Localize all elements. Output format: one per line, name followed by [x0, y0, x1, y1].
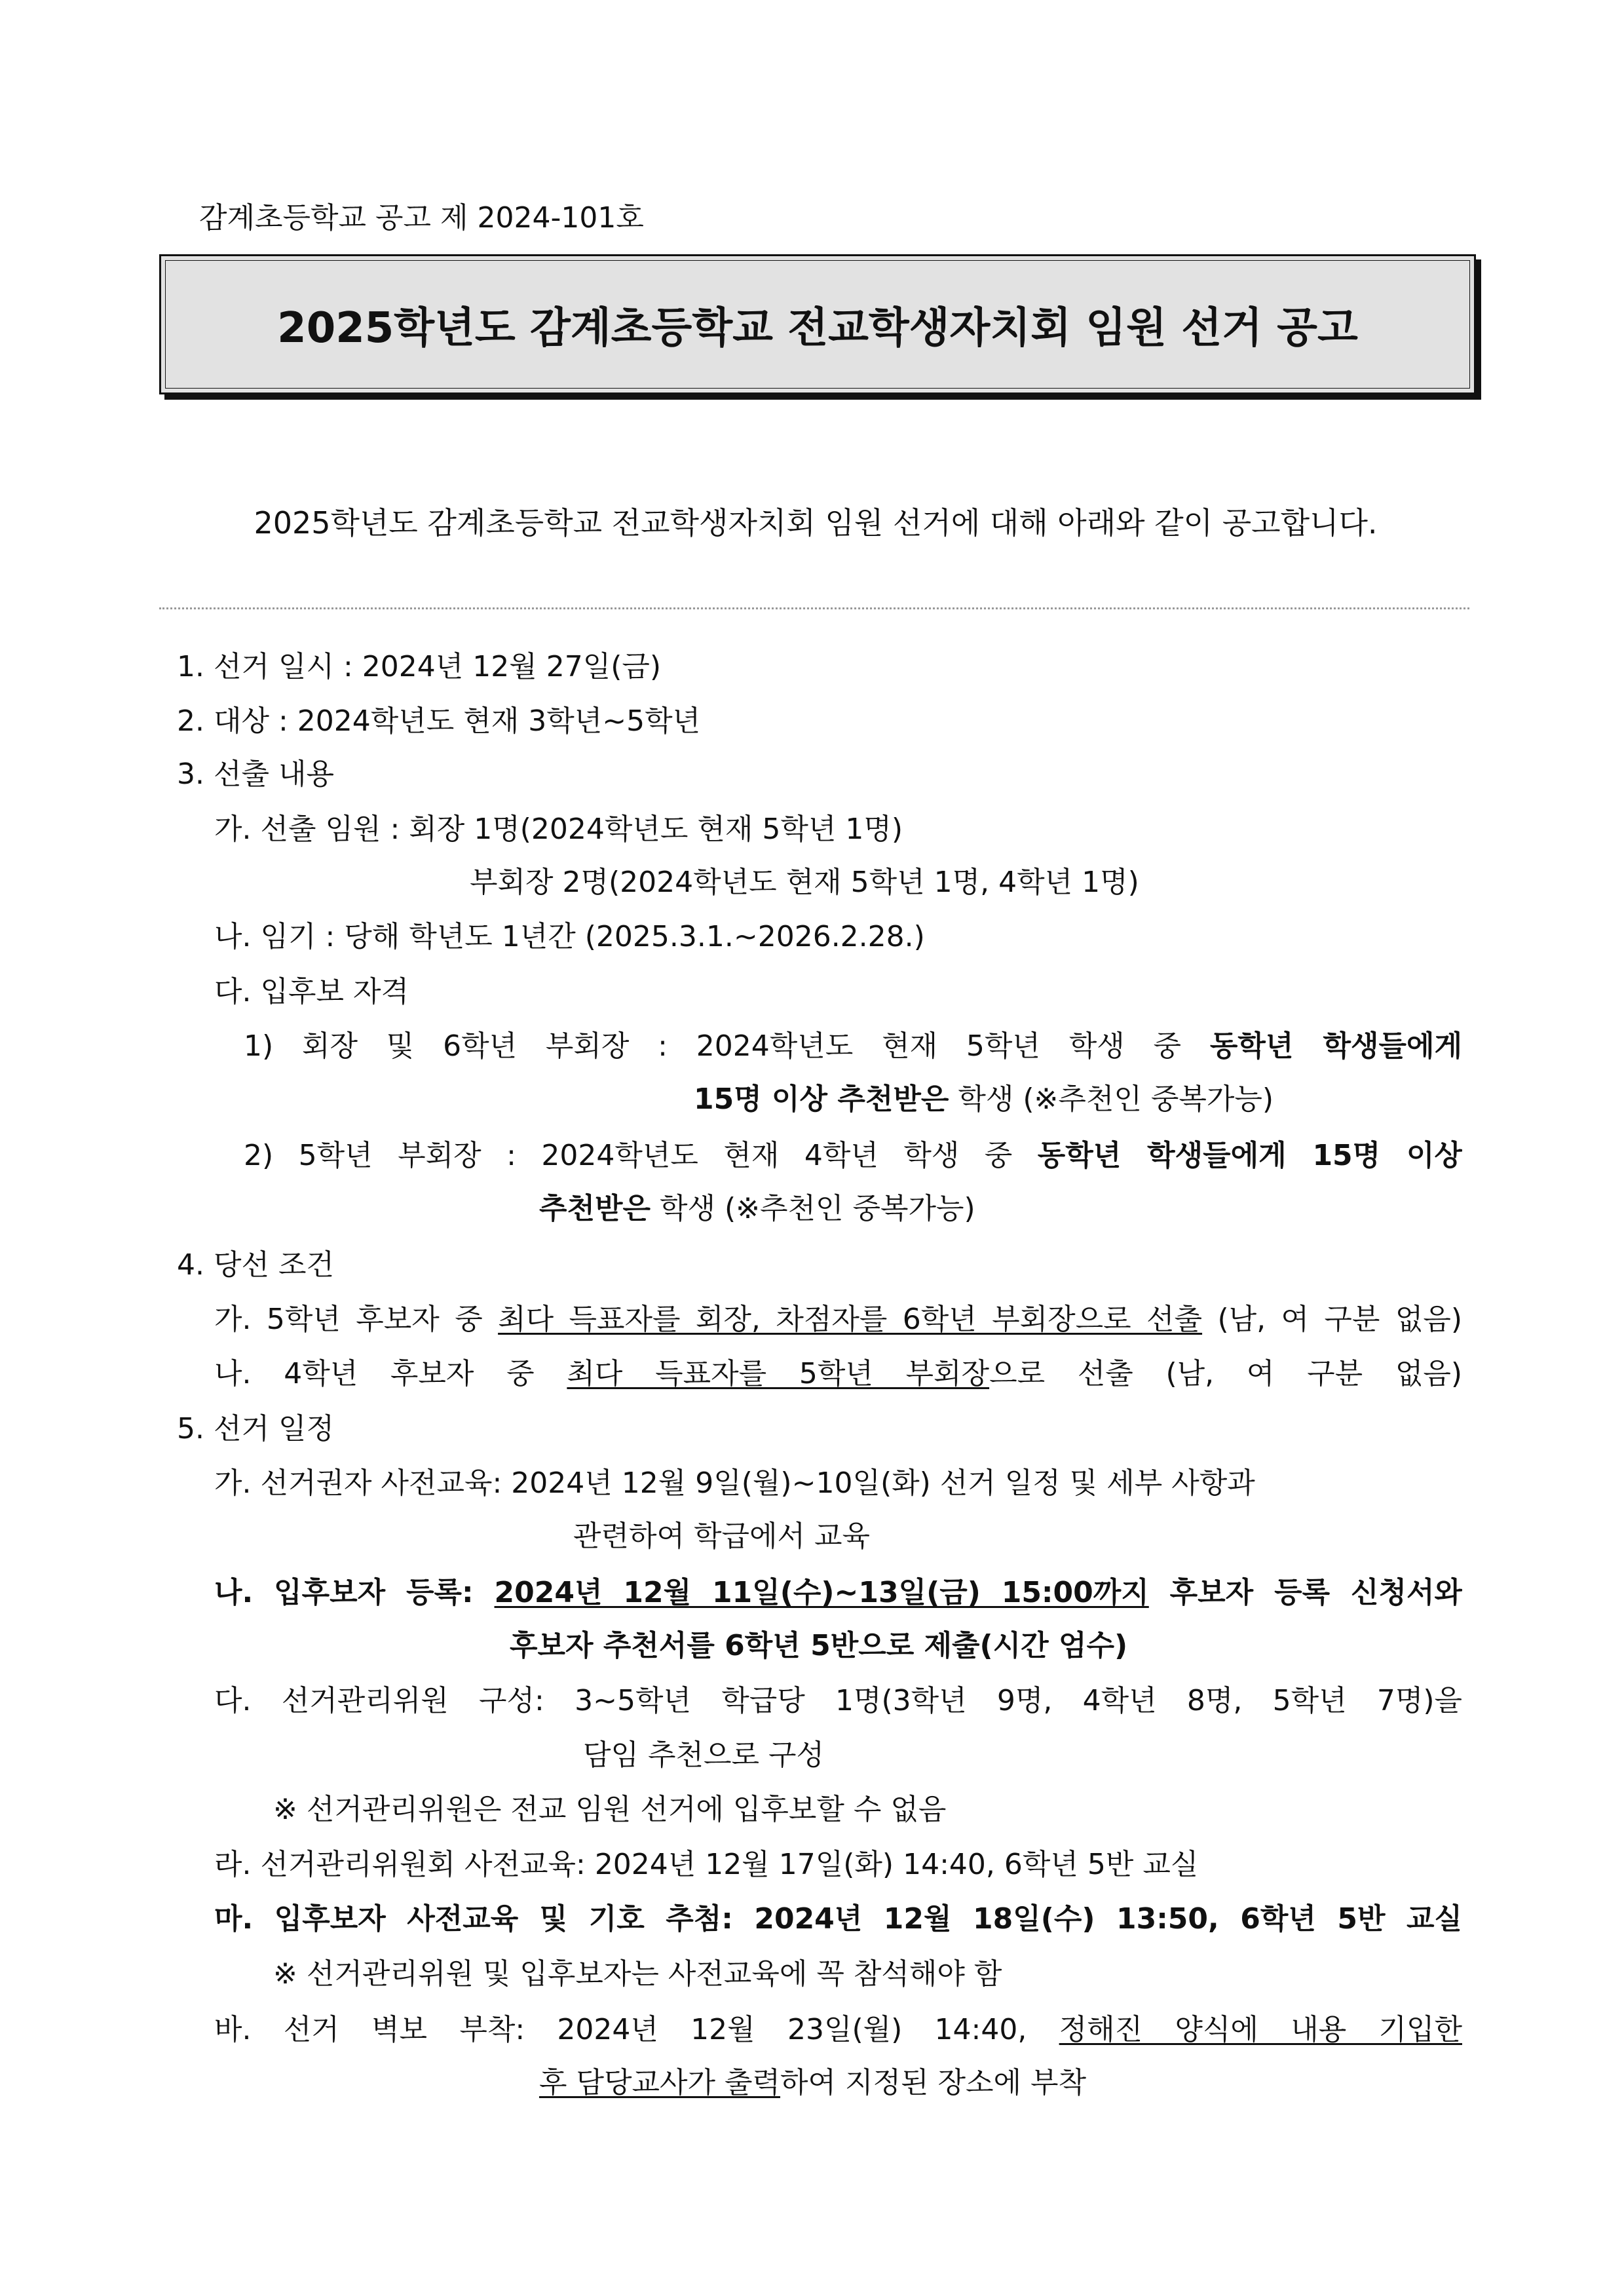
bold-text: 동학년 학생들에게 — [1209, 1029, 1462, 1063]
line-text: 가. 5학년 후보자 중 — [214, 1303, 499, 1336]
line-text: 바. 선거 벽보 부착: 2024년 12월 23일(월) 14:40, — [214, 2013, 1059, 2046]
body-line — [177, 757, 334, 792]
body-line — [214, 1466, 1255, 1501]
body-line — [273, 1792, 946, 1827]
body-line — [214, 1847, 1198, 1883]
line-text: 나. 임기 : 당해 학년도 1년간 (2025.3.1.~2026.2.28.) — [214, 920, 925, 953]
intro-text: 2025학년도 감계초등학교 전교학생자치회 임원 선거에 대해 아래와 같이 공고합니다. — [254, 505, 1378, 541]
notice-number: 감계초등학교 공고 제 2024-101호 — [199, 201, 644, 235]
line-text: 2. 대상 : 2024학년도 현재 3학년~5학년 — [177, 704, 701, 738]
body-line — [214, 1356, 1462, 1392]
line-text: 1) 회장 및 6학년 부회장 : 2024학년도 현재 5학년 학생 중 — [244, 1029, 1210, 1063]
body-line — [573, 1519, 870, 1554]
line-text: 학생 (※추천인 중복가능) — [949, 1082, 1274, 1116]
line-text: 관련하여 학급에서 교육 — [573, 1520, 871, 1553]
body-line — [214, 812, 903, 847]
underlined-text: 최다 득표자를 회장, 차점자를 6학년 부회장으로 선출 — [498, 1303, 1203, 1336]
page-title: 2025학년도 감계초등학교 전교학생자치회 임원 선거 공고 — [277, 304, 1358, 353]
underlined-text: 최다 득표자를 5학년 부회장 — [567, 1357, 990, 1390]
title-box — [159, 254, 1476, 394]
bold-text: 추천받은 — [539, 1192, 651, 1225]
body-line — [539, 1191, 975, 1227]
line-text: 2) 5학년 부회장 : 2024학년도 현재 4학년 학생 중 — [244, 1139, 1038, 1172]
underlined-text: 후 담당교사가 출력 — [539, 2066, 781, 2099]
bold-text: 15명 이상 추천받은 — [694, 1082, 949, 1116]
body-line — [694, 1082, 1274, 1117]
body-line — [583, 1738, 824, 1773]
line-text: 4. 당선 조건 — [177, 1248, 334, 1282]
body-line — [244, 1029, 1462, 1064]
underlined-text: 2024년 12월 11일(수)~13일(금) 15:00까지 — [494, 1576, 1149, 1609]
line-text: 가. 선출 임원 : 회장 1명(2024학년도 현재 5학년 1명) — [214, 813, 903, 846]
bold-text: 동학년 학생들에게 15명 이상 — [1037, 1139, 1462, 1172]
line-text: 하여 지정된 장소에 부착 — [780, 2066, 1087, 2099]
line-text: 부회장 2명(2024학년도 현재 5학년 1명, 4학년 1명) — [470, 866, 1139, 899]
body-line — [177, 704, 700, 739]
line-text: 라. 선거관리위원회 사전교육: 2024년 12월 17일(화) 14:40, 6학년 5반 교실 — [214, 1848, 1199, 1881]
body-line — [214, 919, 925, 955]
dotted-divider — [159, 607, 1469, 609]
body-line — [539, 2065, 1086, 2101]
line-text: 가. 선거권자 사전교육: 2024년 12월 9일(월)~10일(화) 선거 일정 및 세부 사항과 — [214, 1466, 1255, 1500]
line-text: 나. 4학년 후보자 중 — [214, 1357, 567, 1390]
body-line — [510, 1628, 1127, 1664]
body-line — [214, 2012, 1462, 2048]
line-text: 담임 추천으로 구성 — [583, 1738, 825, 1772]
body-line — [244, 1138, 1462, 1174]
body-line — [214, 974, 409, 1010]
line-text: 으로 선출 (남, 여 구분 없음) — [989, 1357, 1462, 1390]
body-line — [214, 1902, 1462, 1937]
line-text: 1. 선거 일시 : 2024년 12월 27일(금) — [177, 650, 662, 683]
line-text: 다. 입후보 자격 — [214, 975, 409, 1008]
body-line — [214, 1683, 1462, 1719]
bold-text: 마. 입후보자 사전교육 및 기호 추첨: 2024년 12월 18일(수) 13:50, 6학년 5반 교실 — [214, 1902, 1462, 1936]
body-line — [273, 1957, 1002, 1992]
underlined-text: 정해진 양식에 내용 기입한 — [1059, 2013, 1462, 2046]
body-line — [177, 1411, 334, 1447]
bold-text: 나. 입후보자 등록: — [214, 1576, 495, 1609]
line-text: 다. 선거관리위원 구성: 3~5학년 학급당 1명(3학년 9명, 4학년 8명, 5학년 7명)을 — [214, 1684, 1462, 1717]
bold-text: 후보자 추천서를 6학년 5반으로 제출(시간 엄수) — [510, 1629, 1128, 1662]
body-line — [214, 1302, 1462, 1337]
body-line — [214, 1575, 1462, 1611]
line-text: ※ 선거관리위원 및 입후보자는 사전교육에 꼭 참석해야 함 — [273, 1957, 1002, 1991]
bold-text: 후보자 등록 신청서와 — [1148, 1576, 1462, 1609]
body-line — [177, 649, 661, 685]
line-text: 학생 (※추천인 중복가능) — [651, 1192, 975, 1225]
line-text: 3. 선출 내용 — [177, 757, 334, 791]
line-text: 5. 선거 일정 — [177, 1412, 334, 1445]
body-line — [470, 865, 1139, 900]
line-text: (남, 여 구분 없음) — [1202, 1303, 1462, 1336]
body-line — [177, 1248, 334, 1283]
line-text: ※ 선거관리위원은 전교 임원 선거에 입후보할 수 없음 — [273, 1793, 947, 1826]
